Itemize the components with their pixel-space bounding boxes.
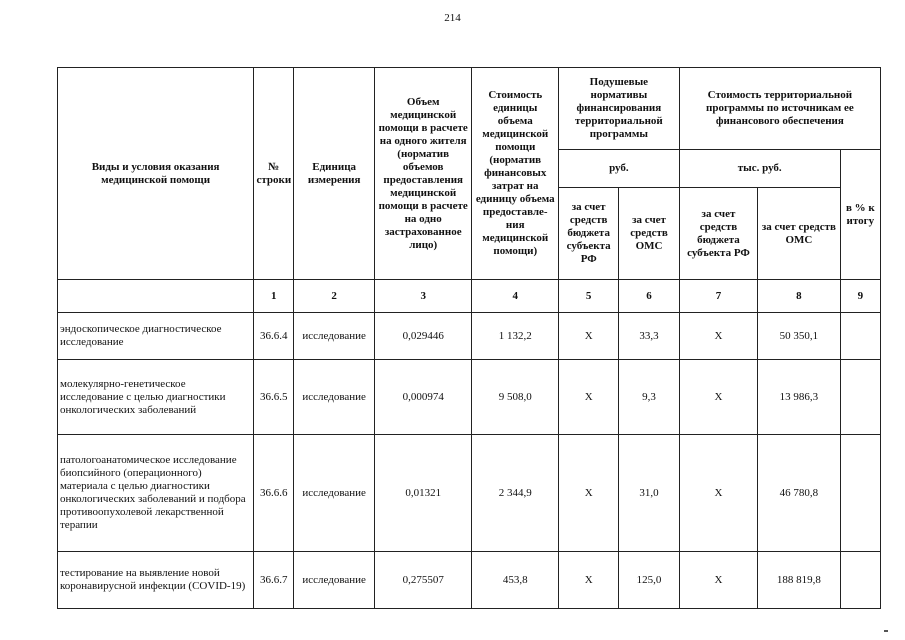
header-per-capita: Подушевые нормативы финансирования территориальной программы [559, 68, 680, 150]
volume: 0,275507 [374, 552, 472, 609]
header-volume: Объем медицинской помощи в расчете на одного жителя (норматив объемов предоставления медицинской помощи в расчете на одно застрахованное лицо) [374, 68, 472, 280]
header-rub: руб. [559, 150, 680, 188]
header-oms-2: за счет средств ОМС [758, 188, 840, 280]
oms-rub: 9,3 [619, 360, 679, 435]
row-number: 36.6.6 [254, 435, 294, 552]
column-number [58, 280, 254, 313]
header-row-number: № строки [254, 68, 294, 280]
unit-cost: 1 132,2 [472, 313, 559, 360]
column-number: 3 [374, 280, 472, 313]
budget-thousand: Х [679, 552, 757, 609]
service-name: патологоанатомическое исследование биопсийного (операционного) материала с целью диагностики онкологических заболеваний и подбора противоопухолевой лекарственной терапии [58, 435, 254, 552]
header-unit-cost: Стоимость единицы объема медицинской помощи (норматив финансовых затрат на единицу объема предоставле-ния медицинской помощи) [472, 68, 559, 280]
column-number: 9 [840, 280, 880, 313]
service-name: тестирование на выявление новой коронавирусной инфекции (COVID-19) [58, 552, 254, 609]
oms-thousand: 46 780,8 [758, 435, 840, 552]
table-row [58, 360, 881, 435]
budget-rub: Х [559, 360, 619, 435]
oms-rub: 33,3 [619, 313, 679, 360]
oms-thousand: 188 819,8 [758, 552, 840, 609]
table-row [58, 435, 881, 552]
budget-thousand: Х [679, 313, 757, 360]
header-program-cost: Стоимость территориальной программы по источникам ее финансового обеспечения [679, 68, 880, 150]
column-number: 8 [758, 280, 840, 313]
budget-rub: Х [559, 435, 619, 552]
header-service-type: Виды и условия оказания медицинской помощи [58, 68, 254, 280]
table-row [58, 313, 881, 360]
service-name: эндоскопическое диагностическое исследование [58, 313, 254, 360]
volume: 0,029446 [374, 313, 472, 360]
oms-rub: 31,0 [619, 435, 679, 552]
column-number: 4 [472, 280, 559, 313]
percent [840, 313, 880, 360]
scan-mark [884, 630, 888, 632]
column-number: 6 [619, 280, 679, 313]
header-budget-subject-2: за счет средств бюджета субъекта РФ [679, 188, 757, 280]
header-budget-subject: за счет средств бюджета субъекта РФ [559, 188, 619, 280]
percent [840, 360, 880, 435]
unit: исследование [294, 435, 374, 552]
percent [840, 435, 880, 552]
unit-cost: 453,8 [472, 552, 559, 609]
header-thousand-rub: тыс. руб. [679, 150, 840, 188]
table-row [58, 552, 881, 609]
page-number: 214 [444, 12, 461, 24]
unit: исследование [294, 360, 374, 435]
budget-rub: Х [559, 313, 619, 360]
budget-thousand: Х [679, 360, 757, 435]
financing-table [57, 67, 881, 609]
row-number: 36.6.5 [254, 360, 294, 435]
column-number-row [58, 280, 881, 313]
unit-cost: 9 508,0 [472, 360, 559, 435]
oms-thousand: 50 350,1 [758, 313, 840, 360]
header-percent-total: в % к итогу [840, 150, 880, 280]
service-name: молекулярно-генетическое исследование с целью диагностики онкологических заболеваний [58, 360, 254, 435]
column-number: 2 [294, 280, 374, 313]
budget-thousand: Х [679, 435, 757, 552]
row-number: 36.6.4 [254, 313, 294, 360]
unit-cost: 2 344,9 [472, 435, 559, 552]
row-number: 36.6.7 [254, 552, 294, 609]
percent [840, 552, 880, 609]
budget-rub: Х [559, 552, 619, 609]
oms-thousand: 13 986,3 [758, 360, 840, 435]
unit: исследование [294, 313, 374, 360]
oms-rub: 125,0 [619, 552, 679, 609]
unit: исследование [294, 552, 374, 609]
column-number: 5 [559, 280, 619, 313]
column-number: 1 [254, 280, 294, 313]
volume: 0,000974 [374, 360, 472, 435]
volume: 0,01321 [374, 435, 472, 552]
header-oms: за счет средств ОМС [619, 188, 679, 280]
header-unit: Единица измерения [294, 68, 374, 280]
column-number: 7 [679, 280, 757, 313]
